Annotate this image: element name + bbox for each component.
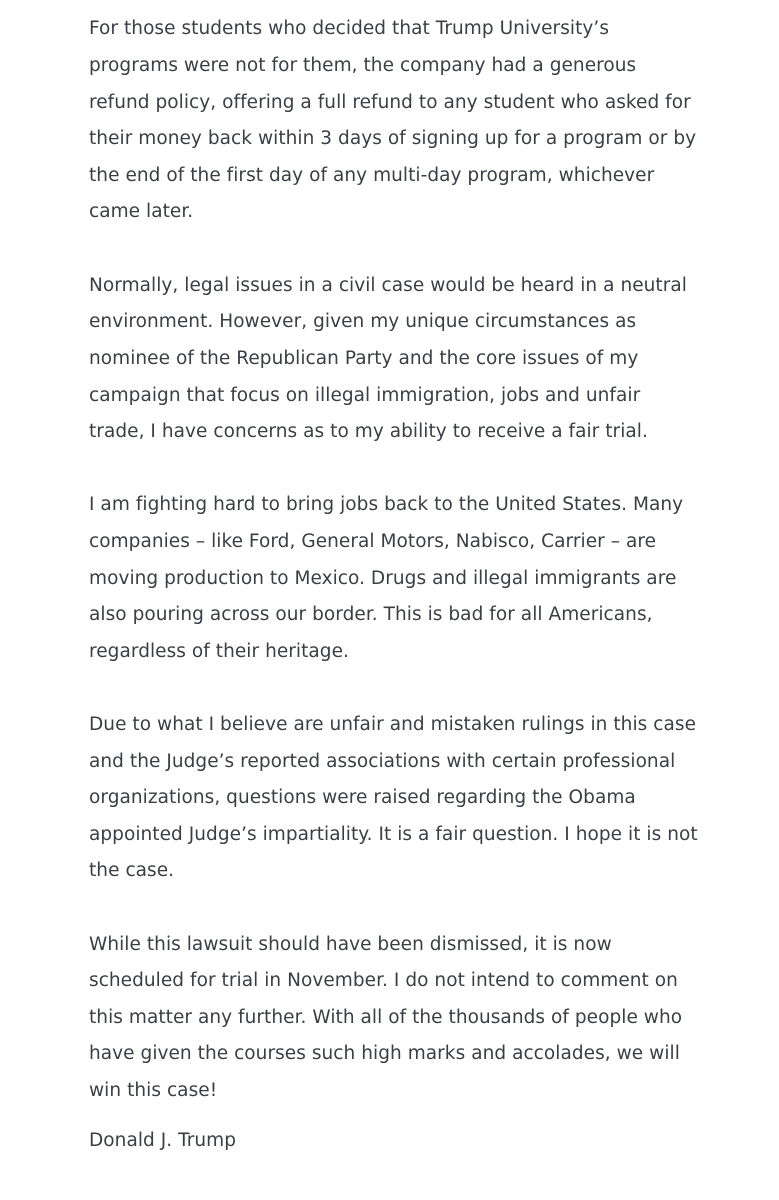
paragraph-line: nominee of the Republican Party and the core issues of my xyxy=(89,348,639,369)
paragraph-line: regardless of their heritage. xyxy=(89,641,349,662)
paragraph-line: environment. However, given my unique circumstances as xyxy=(89,311,637,332)
paragraph-line: Normally, legal issues in a civil case would be heard in a neutral xyxy=(89,275,687,296)
paragraph-line: the case. xyxy=(89,860,175,881)
paragraph-line: scheduled for trial in November. I do not intend to comment on xyxy=(89,970,678,991)
paragraph-line: While this lawsuit should have been dismissed, it is now xyxy=(89,934,612,955)
paragraph-line: also pouring across our border. This is bad for all Americans, xyxy=(89,604,653,625)
paragraph-line: their money back within 3 days of signing up for a program or by xyxy=(89,128,697,149)
paragraph-line: campaign that focus on illegal immigration, jobs and unfair xyxy=(89,385,641,406)
paragraph-line: refund policy, offering a full refund to any student who asked for xyxy=(89,92,691,113)
paragraph-line: and the Judge’s reported associations with certain professional xyxy=(89,751,676,772)
paragraph-line: I am fighting hard to bring jobs back to the United States. Many xyxy=(89,494,684,515)
paragraph-line: have given the courses such high marks and accolades, we will xyxy=(89,1043,680,1064)
paragraph-line: trade, I have concerns as to my ability to receive a fair trial. xyxy=(89,421,648,442)
paragraph-line: programs were not for them, the company had a generous xyxy=(89,55,637,76)
paragraph-line: came later. xyxy=(89,201,194,222)
paragraph-line: appointed Judge’s impartiality. It is a fair question. I hope it is not xyxy=(89,824,698,845)
paragraph-line: this matter any further. With all of the thousands of people who xyxy=(89,1007,683,1028)
paragraph-line: Due to what I believe are unfair and mistaken rulings in this case xyxy=(89,714,696,735)
paragraph-line: win this case! xyxy=(89,1080,218,1101)
paragraph-line: For those students who decided that Trump University’s xyxy=(89,18,610,39)
paragraph-line: organizations, questions were raised regarding the Obama xyxy=(89,787,636,808)
paragraph-line: the end of the first day of any multi-day program, whichever xyxy=(89,165,655,186)
paragraph-line: companies – like Ford, General Motors, Nabisco, Carrier – are xyxy=(89,531,657,552)
signature: Donald J. Trump xyxy=(89,1130,237,1151)
paragraph-line: moving production to Mexico. Drugs and illegal immigrants are xyxy=(89,568,677,589)
